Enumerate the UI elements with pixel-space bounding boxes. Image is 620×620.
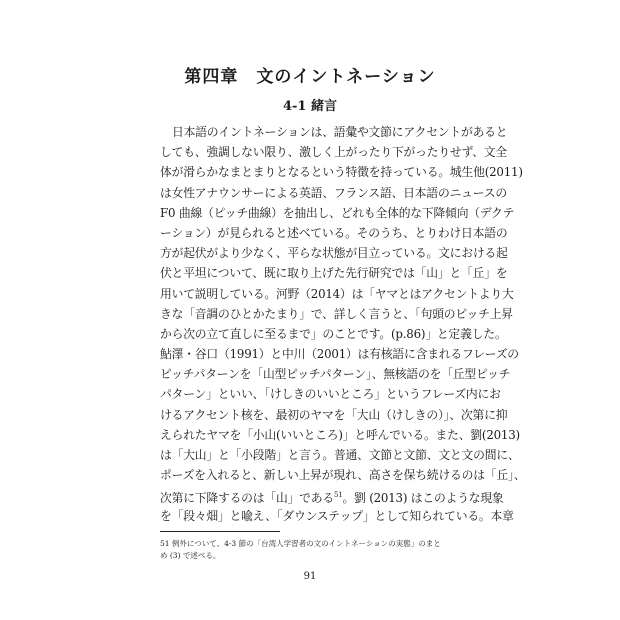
footnote-line: め (3) で述べる。 [160, 551, 221, 560]
chapter-title: 第四章 文のイントネーション [184, 67, 436, 87]
body-line: ピッチパターンを「山型ピッチパターン」、無核語のを「丘型ピッチ [160, 367, 511, 382]
body-line: ーション）が見られると述べている。そのうち、とりわけ日本語の [160, 225, 508, 240]
body-line: 方が起伏がより少なく、平らな状態が目立っている。文における起 [160, 246, 508, 261]
footnote-reference: 51 [333, 491, 343, 500]
footnote [160, 538, 460, 562]
body-line: 日本語のイントネーションは、語彙や文節にアクセントがあると [172, 125, 508, 139]
body-line: ポーズを入れると、新しい上昇が現れ、高さを保ち続けるのは「丘」、 [160, 468, 526, 483]
footnote-line: 51 例外について、4-3 節の「台湾人学習者の文のイントネーションの実態」のまと [160, 539, 441, 548]
body-line: けるアクセント核を、最初のヤマを「大山（けしきの）」、次第に抑 [160, 407, 508, 422]
body-line: 伏と平坦について、既に取り上げた先行研究では「山」と「丘」を [160, 266, 508, 281]
body-line-with-footnote-ref [160, 485, 504, 506]
body-line: きな「音調のひとかたまり」で、詳しく言うと、「句頭のピッチ上昇 [160, 306, 513, 321]
body-line: 体が滑らかなまとまりとなるという特徴を持っている。城生他(2011) [160, 165, 523, 180]
body-line: 用いて説明している。河野（2014）は「ヤマとはアクセントより大 [160, 286, 514, 301]
body-text-segment: 。劉 (2013) はこのような現象 [342, 491, 504, 506]
body-line: は「大山」と「小段階」と言う。普通、文節と文節、文と文の間に、 [160, 448, 520, 462]
body-line: えられたヤマを「小山(いいところ)」と呼んでいる。また、劉(2013) [160, 427, 520, 442]
body-line: から次の立て直しに至るまで」のことです。(p.86)」と定義した。 [160, 326, 507, 341]
section-title: 4-1 緒言 [282, 99, 337, 114]
body-line: しても、強調しない限り、激しく上がったり下がったりせず、文全 [160, 145, 507, 160]
body-line: は女性アナウンサーによる英語、フランス語、日本語のニュースの [160, 185, 507, 200]
footnote-rule [160, 531, 280, 532]
body-line: を「段々畑」と喩え、「ダウンステップ」として知られている。本章 [160, 508, 514, 523]
page-number: 91 [303, 571, 317, 582]
body-line: F0 曲線（ピッチ曲線）を抽出し、どれも全体的な下降傾向（デクテ [160, 205, 515, 220]
body-text [160, 122, 526, 526]
body-line: 鮎澤・谷口（1991）と中川（2001）は有核語に含まれるフレーズの [160, 347, 519, 362]
body-line: パターン」といい、「けしきのいいところ」というフレーズ内にお [160, 387, 501, 402]
body-text-segment: 次第に下降するのは「山」である [160, 491, 334, 506]
